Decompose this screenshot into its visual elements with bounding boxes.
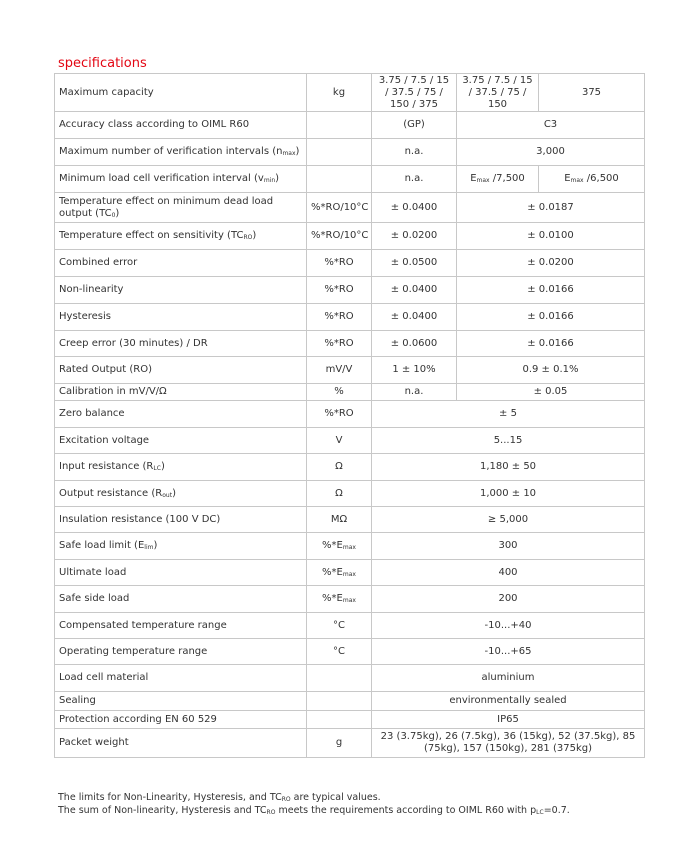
row-value: 5...15 <box>372 428 645 454</box>
table-row <box>55 639 645 665</box>
row-unit: kg <box>307 74 372 112</box>
row-value-col3: 375 <box>539 74 645 112</box>
row-value-col23: ± 0.05 <box>457 384 645 401</box>
row-unit: Ω <box>307 454 372 481</box>
row-value: aluminium <box>372 665 645 692</box>
row-value-col3: $E_{max}$ /6,500 <box>539 166 645 193</box>
row-label: Ultimate load <box>55 560 307 586</box>
row-unit: $\%*E_{max}$ <box>307 533 372 560</box>
row-value-col1: ± 0.0400 <box>372 193 457 223</box>
row-label: Output resistance $(R_{out})$ <box>55 481 307 507</box>
row-label: Protection according EN 60 529 <box>55 711 307 729</box>
table-row <box>55 304 645 331</box>
row-value-col23: ± 0.0166 <box>457 304 645 331</box>
row-label: Rated Output (RO) <box>55 357 307 384</box>
row-unit: % <box>307 384 372 401</box>
table-row <box>55 692 645 711</box>
table-row <box>55 384 645 401</box>
row-label: Combined error <box>55 250 307 277</box>
table-row <box>55 586 645 613</box>
row-value-col1: ± 0.0200 <box>372 223 457 250</box>
table-row <box>55 533 645 560</box>
row-unit: %*RO <box>307 250 372 277</box>
row-value-col1: n.a. <box>372 166 457 193</box>
row-unit: %*RO <box>307 277 372 304</box>
row-value: 1,180 ± 50 <box>372 454 645 481</box>
row-value: environmentally sealed <box>372 692 645 711</box>
row-value-col23: C3 <box>457 112 645 139</box>
table-row <box>55 481 645 507</box>
row-label: Sealing <box>55 692 307 711</box>
row-label: Calibration in mV/V/Ω <box>55 384 307 401</box>
table-row <box>55 665 645 692</box>
row-value-col23: 0.9 ± 0.1% <box>457 357 645 384</box>
row-value: 1,000 ± 10 <box>372 481 645 507</box>
row-value-col1: n.a. <box>372 139 457 166</box>
row-label: Maximum number of verification intervals $(n_{max})$ <box>55 139 307 166</box>
row-label: Load cell material <box>55 665 307 692</box>
row-unit: %*RO/10°C <box>307 193 372 223</box>
row-label: Operating temperature range <box>55 639 307 665</box>
row-unit: MΩ <box>307 507 372 533</box>
row-value-col1: n.a. <box>372 384 457 401</box>
row-unit: mV/V <box>307 357 372 384</box>
row-value: 300 <box>372 533 645 560</box>
table-row <box>55 454 645 481</box>
row-label: Input resistance $(R_{LC})$ <box>55 454 307 481</box>
table-row <box>55 560 645 586</box>
row-label: Minimum load cell verification interval $(v_{min})$ <box>55 166 307 193</box>
table-row <box>55 139 645 166</box>
row-unit <box>307 692 372 711</box>
row-label: Maximum capacity <box>55 74 307 112</box>
table-row <box>55 193 645 223</box>
row-value-col1: 3.75 / 7.5 / 15 / 37.5 / 75 / 150 / 375 <box>372 74 457 112</box>
row-label: Safe side load <box>55 586 307 613</box>
row-value: ≥ 5,000 <box>372 507 645 533</box>
row-unit <box>307 139 372 166</box>
table-row <box>55 223 645 250</box>
row-value-col2: 3.75 / 7.5 / 15 / 37.5 / 75 / 150 <box>457 74 539 112</box>
table-row <box>55 331 645 357</box>
row-value-col23: ± 0.0166 <box>457 277 645 304</box>
row-value-col23: ± 0.0200 <box>457 250 645 277</box>
row-label: Non-linearity <box>55 277 307 304</box>
row-value-col23: 3,000 <box>457 139 645 166</box>
section-title: specifications <box>58 56 147 71</box>
row-unit: °C <box>307 613 372 639</box>
row-label: Creep error (30 minutes) / DR <box>55 331 307 357</box>
table-row <box>55 357 645 384</box>
row-value-col23: ± 0.0100 <box>457 223 645 250</box>
row-value-col2: $E_{max}$ /7,500 <box>457 166 539 193</box>
table-row <box>55 401 645 428</box>
row-value: 200 <box>372 586 645 613</box>
row-value-col1: ± 0.0500 <box>372 250 457 277</box>
row-value: -10...+40 <box>372 613 645 639</box>
row-value: 23 (3.75kg), 26 (7.5kg), 36 (15kg), 52 (37.5kg), 85 (75kg), 157 (150kg), 281 (375kg) <box>372 729 645 758</box>
row-value-col1: 1 ± 10% <box>372 357 457 384</box>
table-row <box>55 428 645 454</box>
row-label: Safe load limit $(E_{lim})$ <box>55 533 307 560</box>
specifications-table <box>54 73 645 758</box>
table-row <box>55 507 645 533</box>
row-label: Temperature effect on minimum dead load output $(TC_0)$ <box>55 193 307 223</box>
row-unit: °C <box>307 639 372 665</box>
table-row <box>55 166 645 193</box>
footnote-oiml-requirements: The sum of Non-linearity, Hysteresis and $TC_{RO}$ meets the requirements according to OIML R60 with $p_{LC}=0.7$. <box>58 805 570 816</box>
row-label: Temperature effect on sensitivity $(TC_{RO})$ <box>55 223 307 250</box>
row-label: Accuracy class according to OIML R60 <box>55 112 307 139</box>
row-unit: g <box>307 729 372 758</box>
table-row <box>55 74 645 112</box>
row-value-col23: ± 0.0187 <box>457 193 645 223</box>
row-label: Packet weight <box>55 729 307 758</box>
row-label: Insulation resistance (100 V DC) <box>55 507 307 533</box>
table-row <box>55 711 645 729</box>
row-unit <box>307 711 372 729</box>
footnote-typical-values: The limits for Non-Linearity, Hysteresis, and $TC_{RO}$ are typical values. <box>58 792 381 803</box>
row-unit <box>307 112 372 139</box>
row-value-col1: ± 0.0400 <box>372 277 457 304</box>
row-unit: $\%*E_{max}$ <box>307 560 372 586</box>
table-row <box>55 250 645 277</box>
row-unit: %*RO <box>307 401 372 428</box>
row-unit: %*RO/10°C <box>307 223 372 250</box>
table-row <box>55 613 645 639</box>
row-label: Zero balance <box>55 401 307 428</box>
row-value: IP65 <box>372 711 645 729</box>
table-row <box>55 277 645 304</box>
row-unit <box>307 166 372 193</box>
row-value: 400 <box>372 560 645 586</box>
row-label: Hysteresis <box>55 304 307 331</box>
row-value-col23: ± 0.0166 <box>457 331 645 357</box>
row-value: -10...+65 <box>372 639 645 665</box>
row-value-col1: (GP) <box>372 112 457 139</box>
row-value: ± 5 <box>372 401 645 428</box>
row-unit: Ω <box>307 481 372 507</box>
row-unit: %*RO <box>307 304 372 331</box>
row-unit: %*RO <box>307 331 372 357</box>
row-unit <box>307 665 372 692</box>
table-row <box>55 112 645 139</box>
row-unit: $\%*E_{max}$ <box>307 586 372 613</box>
row-label: Excitation voltage <box>55 428 307 454</box>
row-unit: V <box>307 428 372 454</box>
table-row <box>55 729 645 758</box>
row-value-col1: ± 0.0400 <box>372 304 457 331</box>
row-label: Compensated temperature range <box>55 613 307 639</box>
row-value-col1: ± 0.0600 <box>372 331 457 357</box>
